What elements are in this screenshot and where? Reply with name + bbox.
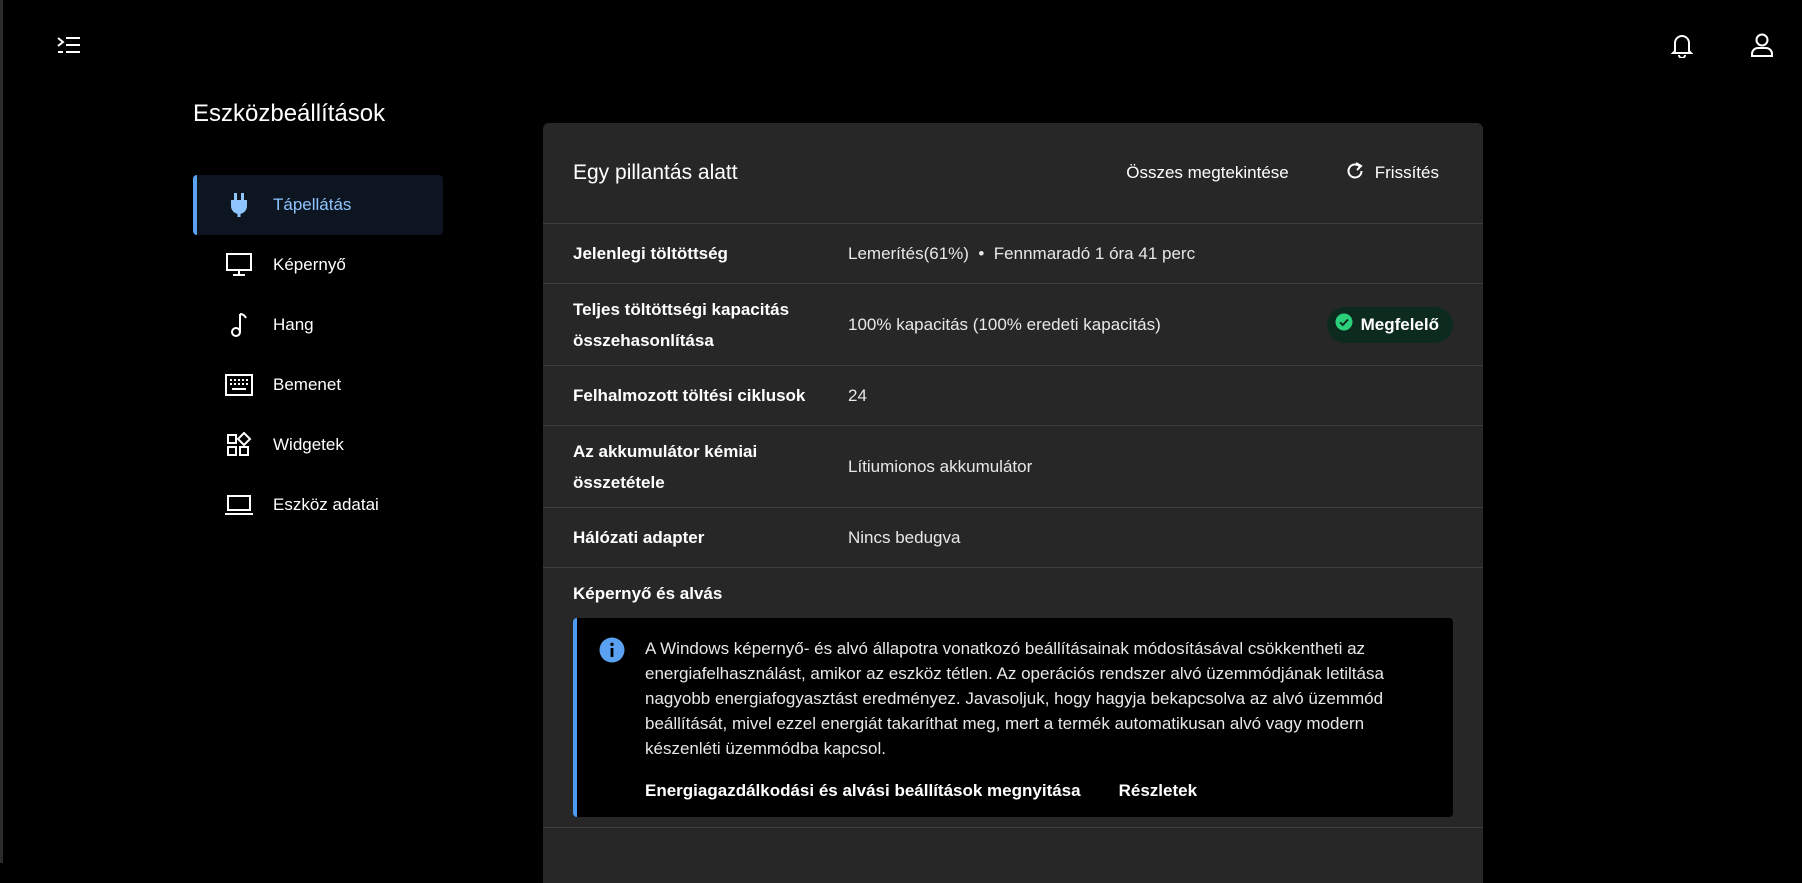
plug-icon — [221, 192, 257, 218]
sidebar-item-label: Tápellátás — [273, 195, 352, 214]
details-link[interactable]: Részletek — [1118, 781, 1198, 800]
info-row-cycles — [543, 366, 1483, 426]
window-edge — [0, 0, 3, 863]
divider — [543, 817, 1483, 828]
sidebar-item-power[interactable] — [193, 175, 443, 235]
sidebar-item-label: Eszköz adatai — [273, 495, 379, 514]
refresh-button[interactable] — [1345, 161, 1439, 186]
row-value: Lemerítés(61%) • Fennmaradó 1 óra 41 perc — [848, 243, 1196, 263]
sidebar — [193, 175, 443, 535]
sidebar-item-label: Widgetek — [273, 435, 344, 454]
info-links — [645, 781, 1429, 801]
info-callout — [573, 618, 1453, 817]
view-all-button[interactable] — [1126, 163, 1289, 183]
status-badge — [1327, 307, 1453, 343]
view-all-label: Összes megtekintése — [1126, 163, 1289, 182]
check-circle-icon — [1335, 313, 1353, 336]
sidebar-item-audio[interactable] — [193, 295, 443, 355]
row-key: Teljes töltöttségi kapacitás összehasonlítása — [573, 299, 790, 350]
info-row-chemistry — [543, 426, 1483, 508]
monitor-icon — [221, 253, 257, 277]
keyboard-icon — [221, 374, 257, 396]
row-key: Az akkumulátor kémiai összetétele — [573, 441, 758, 492]
widgets-icon — [221, 432, 257, 458]
row-key: Jelenlegi töltöttség — [573, 244, 728, 263]
info-row-adapter — [543, 508, 1483, 568]
info-row-capacity — [543, 284, 1483, 366]
status-badge-label: Megfelelő — [1360, 314, 1439, 334]
bell-icon[interactable] — [1668, 30, 1696, 60]
row-value: Lítiumionos akkumulátor — [848, 456, 1033, 476]
row-value: Nincs bedugva — [848, 527, 961, 547]
open-power-sleep-settings-link[interactable]: Energiagazdálkodási és alvási beállítások megnyitása — [645, 781, 1081, 800]
sidebar-item-input[interactable] — [193, 355, 443, 415]
panel-header — [543, 123, 1483, 224]
sidebar-item-device-info[interactable] — [193, 475, 443, 535]
person-icon[interactable] — [1748, 30, 1776, 60]
refresh-icon — [1345, 161, 1365, 186]
info-row-current-charge — [543, 224, 1483, 284]
info-text: A Windows képernyő- és alvó állapotra vonatkozó beállításainak módosításával csökkentheti az energiafelhasználást, amikor az eszköz tétlen. Az operációs rendszer alvó üzemmódjának letiltása nagyobb energiafogyasztást eredményez. Javasoljuk, hogy hagyja bekapcsolva az alvó üzemmód beállítását, mivel ezzel energiát takaríthat meg, mert a termék automatikusan alvó vagy modern készenléti üzemmódba kapcsol. — [645, 639, 1384, 758]
section-title-screen-sleep: Képernyő és alvás — [573, 584, 723, 603]
music-note-icon — [221, 312, 257, 338]
sidebar-item-label: Hang — [273, 315, 314, 334]
menu-collapse-icon[interactable] — [54, 32, 84, 58]
page-title: Eszközbeállítások — [193, 100, 386, 127]
panel-title: Egy pillantás alatt — [573, 161, 738, 184]
row-value: 24 — [848, 385, 867, 405]
row-key: Hálózati adapter — [573, 528, 705, 547]
sidebar-item-label: Bemenet — [273, 375, 342, 394]
sidebar-item-widgets[interactable] — [193, 415, 443, 475]
sidebar-item-display[interactable] — [193, 235, 443, 295]
info-icon — [599, 636, 625, 801]
sidebar-item-label: Képernyő — [273, 255, 346, 274]
row-value: 100% kapacitás (100% eredeti kapacitás) — [848, 314, 1161, 334]
refresh-label: Frissítés — [1374, 163, 1439, 182]
at-a-glance-panel — [543, 123, 1483, 883]
row-key: Felhalmozott töltési ciklusok — [573, 386, 806, 405]
laptop-icon — [221, 494, 257, 516]
